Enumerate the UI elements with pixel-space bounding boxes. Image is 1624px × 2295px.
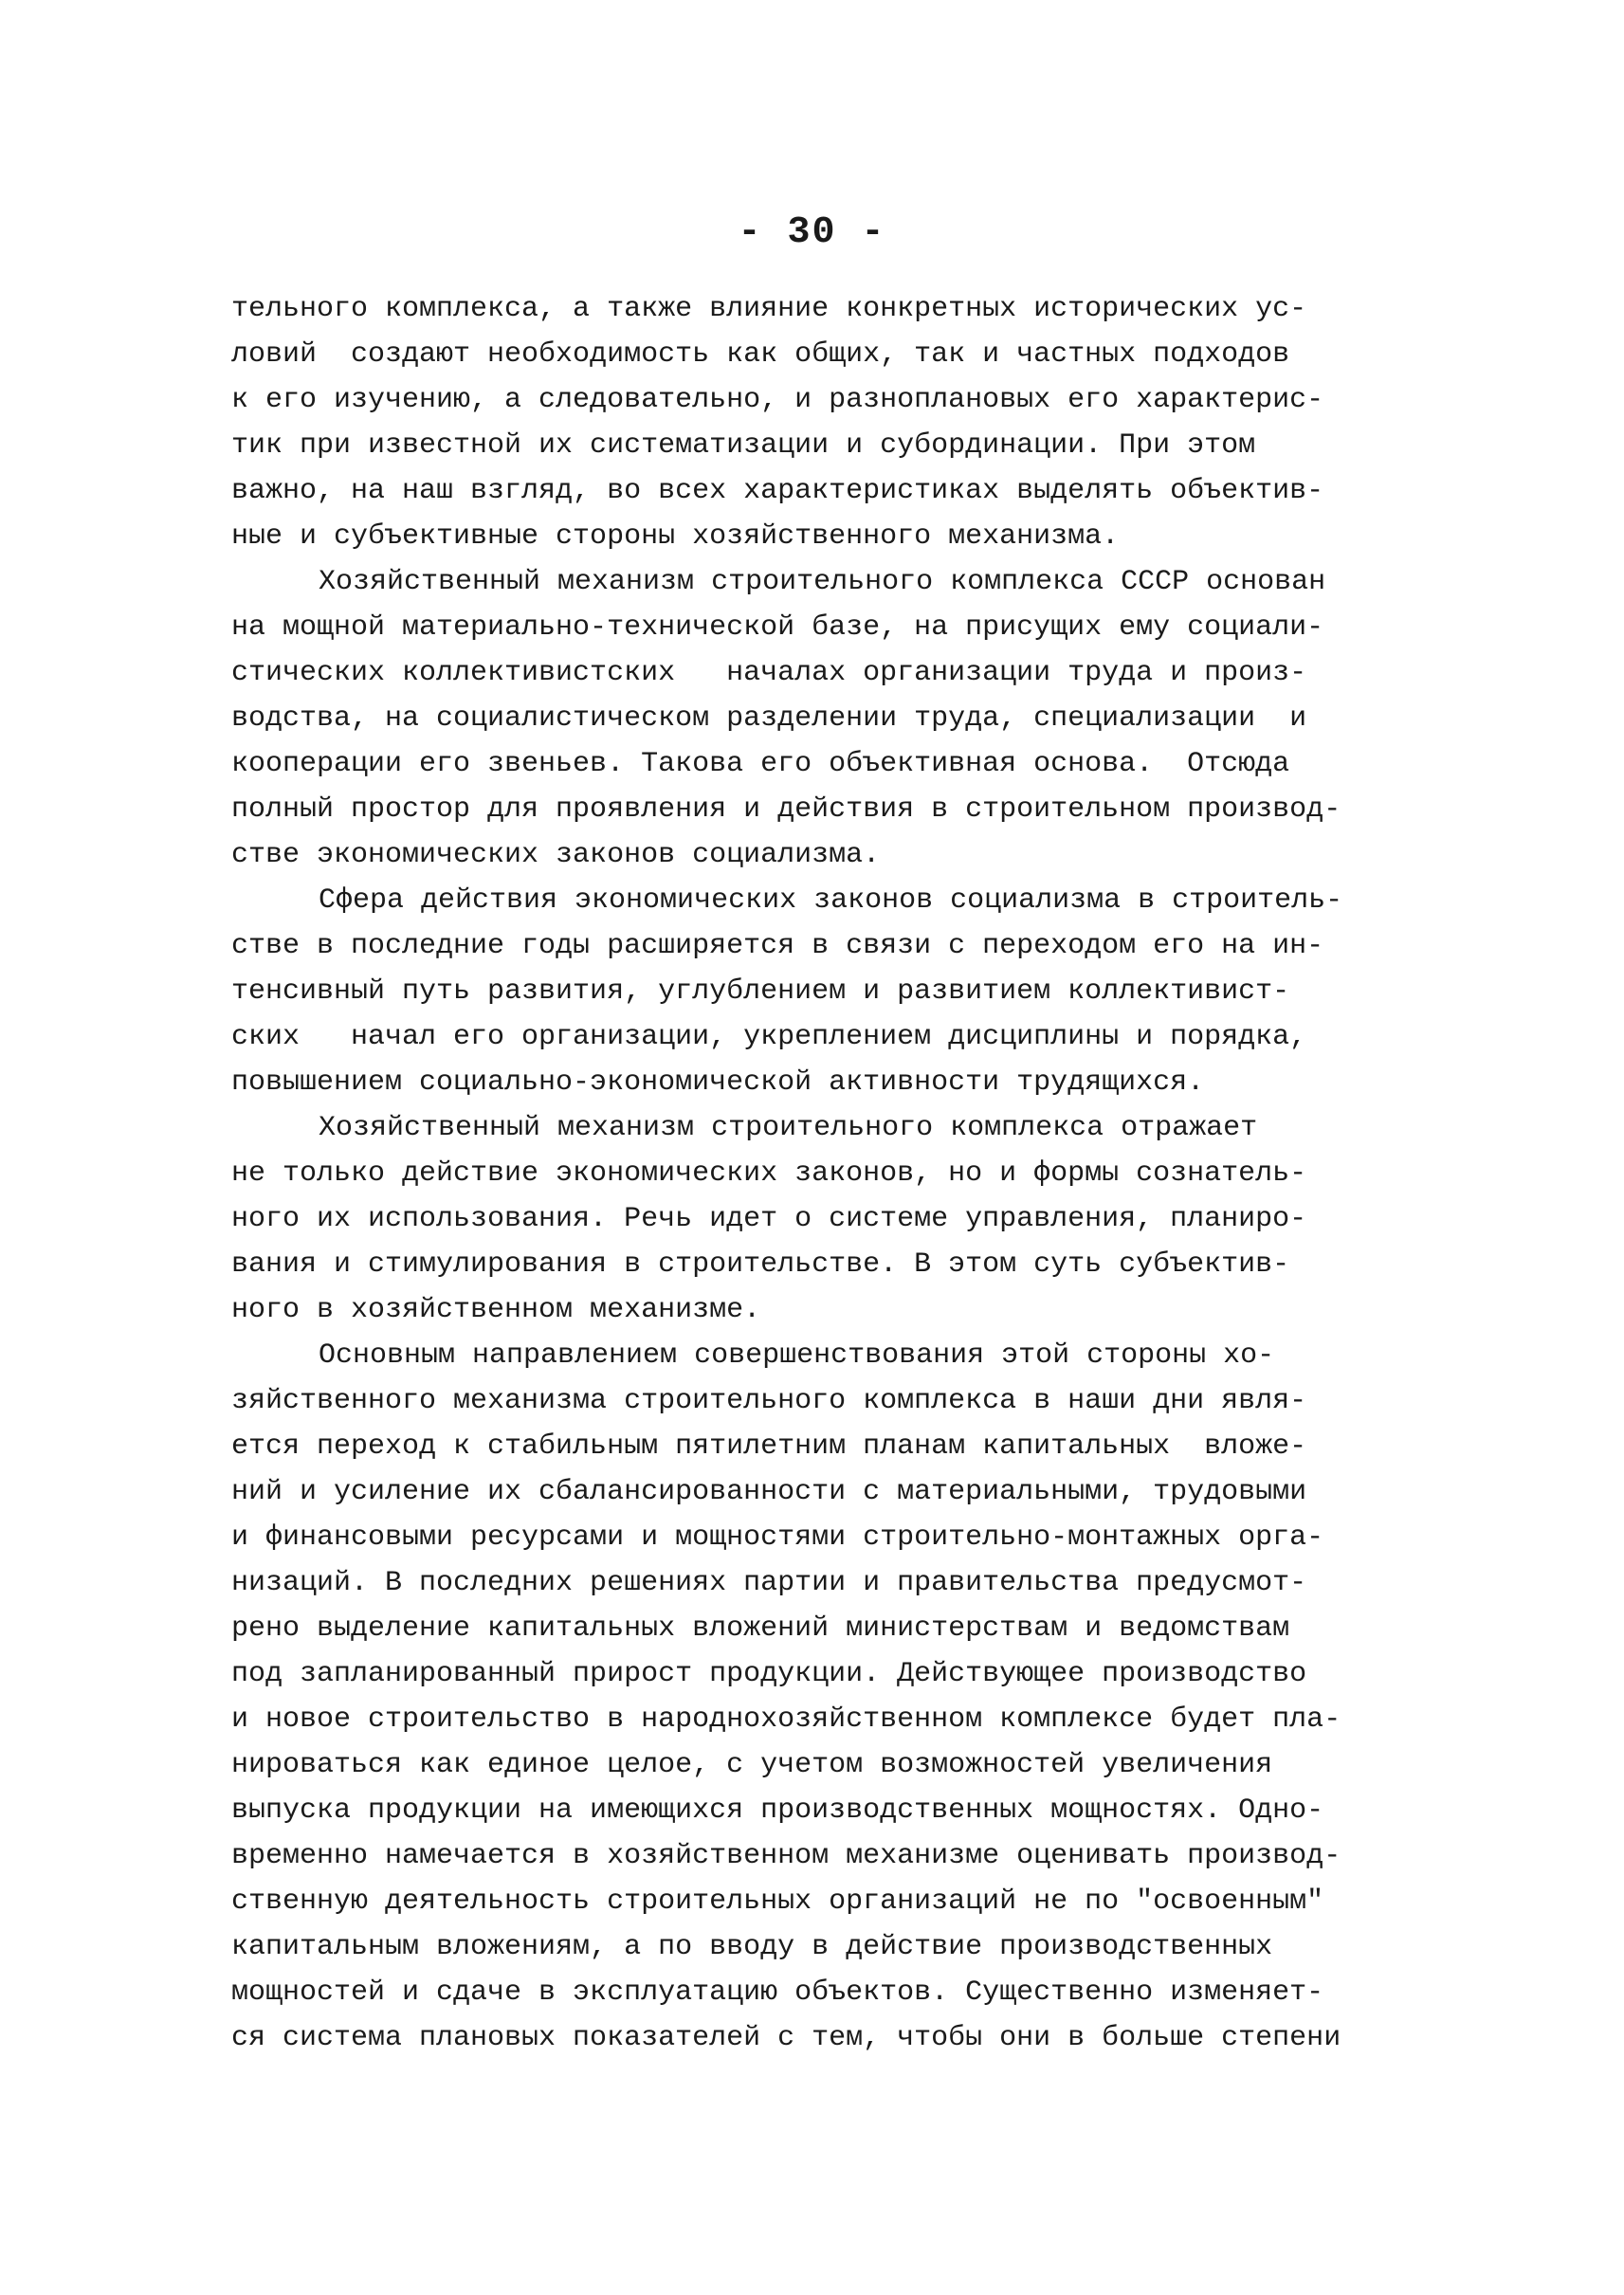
text-line: и новое строительство в народнохозяйственном комплексе будет пла- — [231, 1703, 1341, 1736]
text-line: ся система плановых показателей с тем, чтобы они в больше степени — [231, 2022, 1341, 2054]
text-line: зяйственного механизма строительного комплекса в наши дни явля- — [231, 1385, 1307, 1417]
text-line: повышением социально-экономической активности трудящихся. — [231, 1066, 1205, 1099]
text-line: стве экономических законов социализма. — [231, 839, 881, 871]
paragraph — [231, 286, 1416, 559]
paragraph — [231, 559, 1416, 878]
text-line: к его изучению, а следовательно, и разноплановых его характерис- — [231, 384, 1324, 416]
text-line: вания и стимулирования в строительстве. В этом суть субъектив- — [231, 1248, 1290, 1281]
text-line: не только действие экономических законов, но и формы сознатель- — [231, 1157, 1307, 1190]
text-line: стве в последние годы расширяется в связи с переходом его на ин- — [231, 930, 1324, 962]
text-line: важно, на наш взгляд, во всех характеристиках выделять объектив- — [231, 475, 1324, 507]
text-line: низаций. В последних решениях партии и правительства предусмот- — [231, 1567, 1307, 1599]
text-line: ного их использования. Речь идет о системе управления, планиро- — [231, 1203, 1307, 1235]
text-line: мощностей и сдаче в эксплуатацию объектов. Существенно изменяет- — [231, 1976, 1324, 2009]
text-line: Хозяйственный механизм строительного комплекса СССР основан — [319, 566, 1326, 598]
text-line: тельного комплекса, а также влияние конкретных исторических ус- — [231, 293, 1307, 325]
text-line: Хозяйственный механизм строительного комплекса отражает — [319, 1112, 1258, 1144]
text-line: стических коллективистских началах организации труда и произ- — [231, 657, 1307, 689]
paragraph — [231, 1333, 1416, 2061]
text-line: ний и усиление их сбалансированности с материальными, трудовыми — [231, 1476, 1307, 1508]
text-line: на мощной материально-технической базе, на присущих ему социали- — [231, 611, 1324, 644]
text-line: нироваться как единое целое, с учетом возможностей увеличения — [231, 1749, 1273, 1781]
text-line: кооперации его звеньев. Такова его объективная основа. Отсюда — [231, 748, 1290, 780]
text-line: ные и субъективные стороны хозяйственного механизма. — [231, 520, 1120, 553]
body-text — [231, 286, 1416, 2061]
paragraph — [231, 878, 1416, 1105]
text-line: ственную деятельность строительных организаций не по "освоенным" — [231, 1885, 1324, 1918]
paragraph — [231, 1105, 1416, 1333]
text-line: Сфера действия экономических законов социализма в строитель- — [319, 884, 1343, 917]
text-line: полный простор для проявления и действия в строительном производ- — [231, 793, 1341, 826]
text-line: выпуска продукции на имеющихся производственных мощностях. Одно- — [231, 1794, 1324, 1827]
text-line: под запланированный прирост продукции. Действующее производство — [231, 1658, 1307, 1690]
text-line: ловий создают необходимость как общих, так и частных подходов — [231, 338, 1290, 371]
text-line: временно намечается в хозяйственном механизме оценивать производ- — [231, 1840, 1341, 1872]
text-line: тик при известной их систематизации и субординации. При этом — [231, 429, 1256, 462]
text-line: рено выделение капитальных вложений министерствам и ведомствам — [231, 1612, 1290, 1645]
text-line: Основным направлением совершенствования этой стороны хо- — [319, 1339, 1275, 1372]
text-line: водства, на социалистическом разделении труда, специализации и — [231, 702, 1307, 735]
text-line: ских начал его организации, укреплением дисциплины и порядка, — [231, 1021, 1307, 1053]
text-line: ется переход к стабильным пятилетним планам капитальных вложе- — [231, 1430, 1307, 1463]
text-line: капитальным вложениям, а по вводу в действие производственных — [231, 1931, 1273, 1963]
text-line: тенсивный путь развития, углублением и развитием коллективист- — [231, 975, 1290, 1008]
text-line: и финансовыми ресурсами и мощностями строительно-монтажных орга- — [231, 1521, 1324, 1554]
page-number: - 30 - — [738, 211, 886, 254]
text-line: ного в хозяйственном механизме. — [231, 1294, 761, 1326]
